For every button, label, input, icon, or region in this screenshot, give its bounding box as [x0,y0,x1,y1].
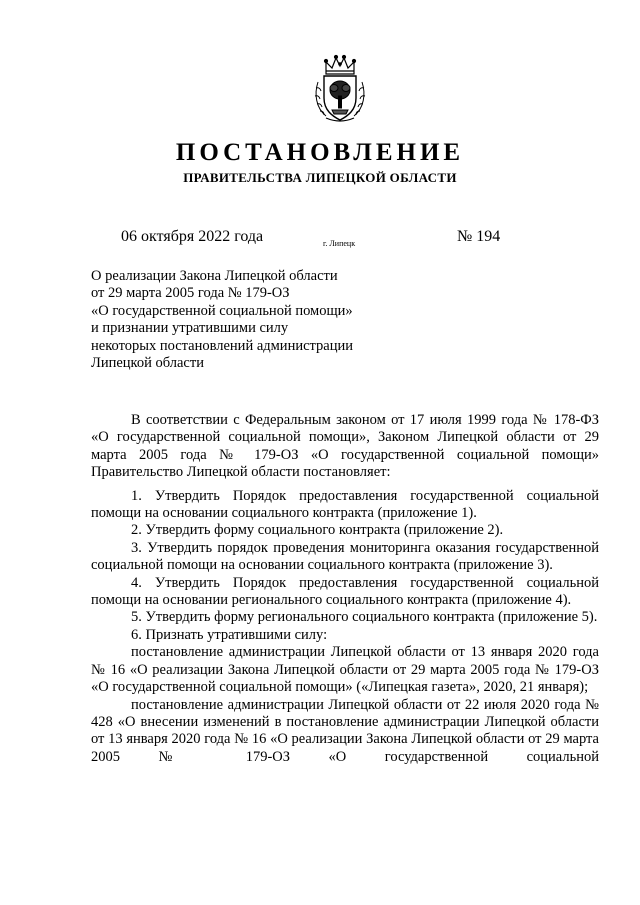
item-6a-paragraph: постановление администрации Липецкой области от 13 января 2020 года № 16 «О реализации Закона Липецкой области от 29 марта 2005 года № 179-ОЗ «О государственной социальной помощи» («Липецкая газета», 2020, 21 января); [91,644,599,696]
title-line: «О государственной социальной помощи» [91,302,353,319]
item-6-paragraph: 6. Признать утратившими силу: [131,626,328,643]
item-2-paragraph: 2. Утвердить форму социального контракта (приложение 2). [131,522,504,539]
title-line: О реализации Закона Липецкой области [91,268,338,284]
title-line: от 29 марта 2005 года № 179-ОЗ [91,285,290,302]
title-line: и признании утратившими силу [91,320,289,337]
item-6b-paragraph: постановление администрации Липецкой области от 22 июля 2020 года № 428 «О внесении изменений в постановление администрации Липецкой области от 13 января 2020 года № 16 «О реализации Закона Липецкой области от 29 марта 2005 № 179-ОЗ «О государственной социальной [91,696,599,765]
item-5-paragraph: 5. Утвердить форму регионального социального контракта (приложение 5). [131,609,598,626]
item-4-paragraph: 4. Утвердить Порядок предоставления государственной социальной помощи на основании регионального социального контракта (приложение 4). [91,574,599,609]
document-title [91,268,391,372]
issuer-heading: ПРАВИТЕЛЬСТВА ЛИПЕЦКОЙ ОБЛАСТИ [183,170,457,185]
preamble-paragraph: В соответствии с Федеральным законом от 17 июля 1999 года № 178-ФЗ «О государственной социальной помощи», Законом Липецкой области от 29 марта 2005 года № 179-ОЗ «О государственной социальной помощи» Правительство Липецкой области постановляет: [91,412,599,481]
document-date: 06 октября 2022 года [121,228,264,245]
coat-of-arms-icon [312,52,368,124]
document-body [91,412,599,766]
item-1-paragraph: 1. Утвердить Порядок предоставления государственной социальной помощи на основании социального контракта (приложение 1). [91,487,599,522]
item-3-paragraph: 3. Утвердить порядок проведения мониторинга оказания государственной социальной помощи на основании социального контракта (приложение 3). [91,539,599,574]
document-type-heading: ПОСТАНОВЛЕНИЕ [175,139,465,166]
title-line: Липецкой области [91,355,204,372]
document-place: г. Липецк [323,239,356,248]
title-line: некоторых постановлений администрации [91,337,354,354]
document-number: № 194 [457,228,501,245]
